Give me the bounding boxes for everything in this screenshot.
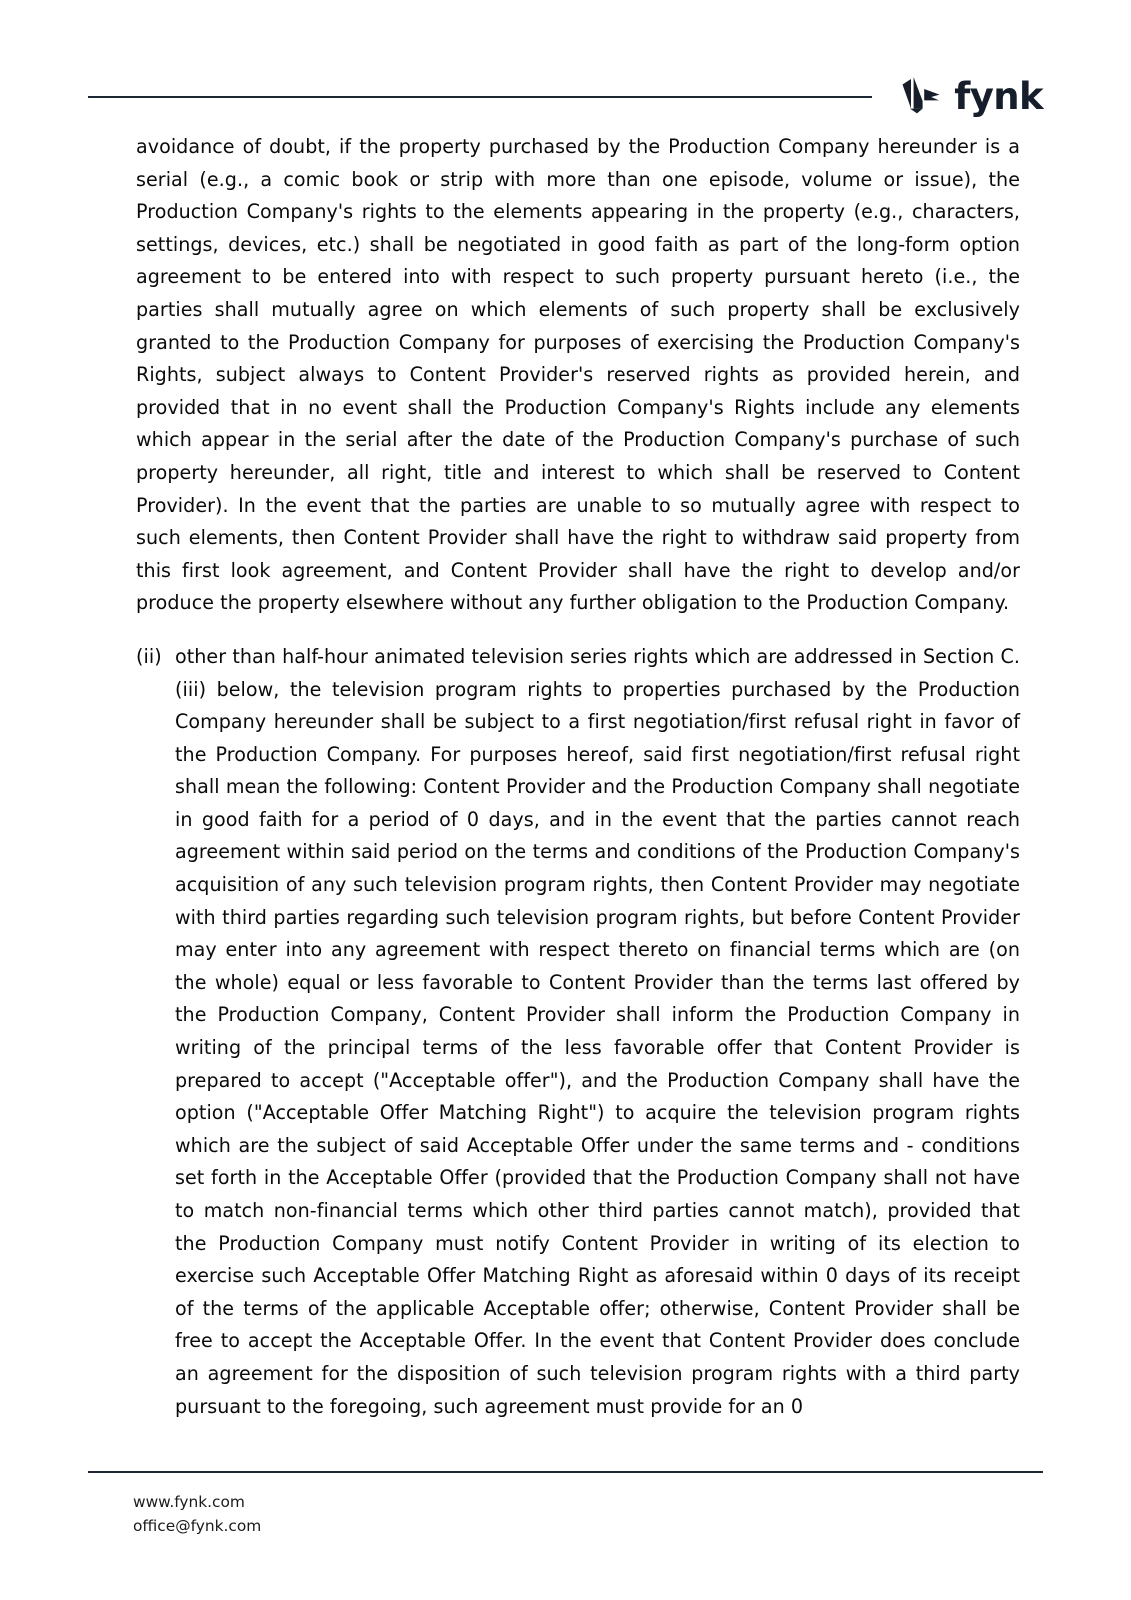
brand-name: fynk bbox=[954, 74, 1043, 118]
paragraph-text: avoidance of doubt, if the property purchased by the Production Company hereunder is a serial (e.g., a comic book or strip with more than one episode, volume or issue), the Production Company's rights to the elements appearing in the property (e.g., characters, settings, devices, etc.) shall be negotiated in good faith as part of the long-form option agreement to be entered into with respect to such property pursuant hereto (i.e., the parties shall mutually agree on which elements of such property shall be exclusively granted to the Production Company for purposes of exercising the Production Company's Rights, subject always to Content Provider's reserved rights as provided herein, and provided that in no event shall the Production Company's Rights include any elements which appear in the serial after the date of the Production Company's purchase of such property hereunder, all right, title and interest to which shall be reserved to Content Provider). In the event that the parties are unable to so mutually agree with respect to such elements, then Content Provider shall have the right to withdraw said property from this first look agreement, and Content Provider shall have the right to develop and/or produce the property elsewhere without any further obligation to the Production Company. bbox=[136, 135, 1020, 615]
clause-marker-ii: (ii) bbox=[136, 644, 162, 668]
document-body bbox=[136, 131, 1020, 1423]
paragraph-continuation bbox=[136, 131, 1020, 620]
footer-website[interactable]: www.fynk.com bbox=[133, 1493, 245, 1511]
footer-contact bbox=[88, 1490, 1043, 1538]
page-header bbox=[88, 66, 1043, 124]
footer-divider bbox=[88, 1471, 1043, 1473]
footer-email[interactable]: office@fynk.com bbox=[133, 1517, 262, 1535]
origami-bird-icon bbox=[898, 75, 944, 115]
paragraph-text: other than half-hour animated television series rights which are addressed in Section C.(iii) below, the television program rights to properties purchased by the Production Company hereunder shall be subject to a first negotiation/first refusal right in favor of the Production Company. For purposes hereof, said first negotiation/first refusal right shall mean the following: Content Provider and the Production Company shall negotiate in good faith for a period of 0 days, and in the event that the parties cannot reach agreement within said period on the terms and conditions of the Production Company's acquisition of any such television program rights, then Content Provider may negotiate with third parties regarding such television program rights, but before Content Provider may enter into any agreement with respect thereto on financial terms which are (on the whole) equal or less favorable to Content Provider than the terms last offered by the Production Company, Content Provider shall inform the Production Company in writing of the principal terms of the less favorable offer that Content Provider is prepared to accept ("Acceptable offer"), and the Production Company shall have the option ("Acceptable Offer Matching Right") to acquire the television program rights which are the subject of said Acceptable Offer under the same terms and - conditions set forth in the Acceptable Offer (provided that the Production Company shall not have to match non-financial terms which other third parties cannot match), provided that the Production Company must notify Content Provider in writing of its election to exercise such Acceptable Offer Matching Right as aforesaid within 0 days of its receipt of the terms of the applicable Acceptable offer; otherwise, Content Provider shall be free to accept the Acceptable Offer. In the event that Content Provider does conclude an agreement for the disposition of such television program rights with a third party pursuant to the foregoing, such agreement must provide for an 0 bbox=[175, 644, 1020, 1418]
paragraph-clause-ii bbox=[136, 641, 1020, 1423]
brand-logo bbox=[898, 74, 1043, 118]
header-divider bbox=[88, 96, 872, 98]
page-footer bbox=[88, 1471, 1043, 1538]
